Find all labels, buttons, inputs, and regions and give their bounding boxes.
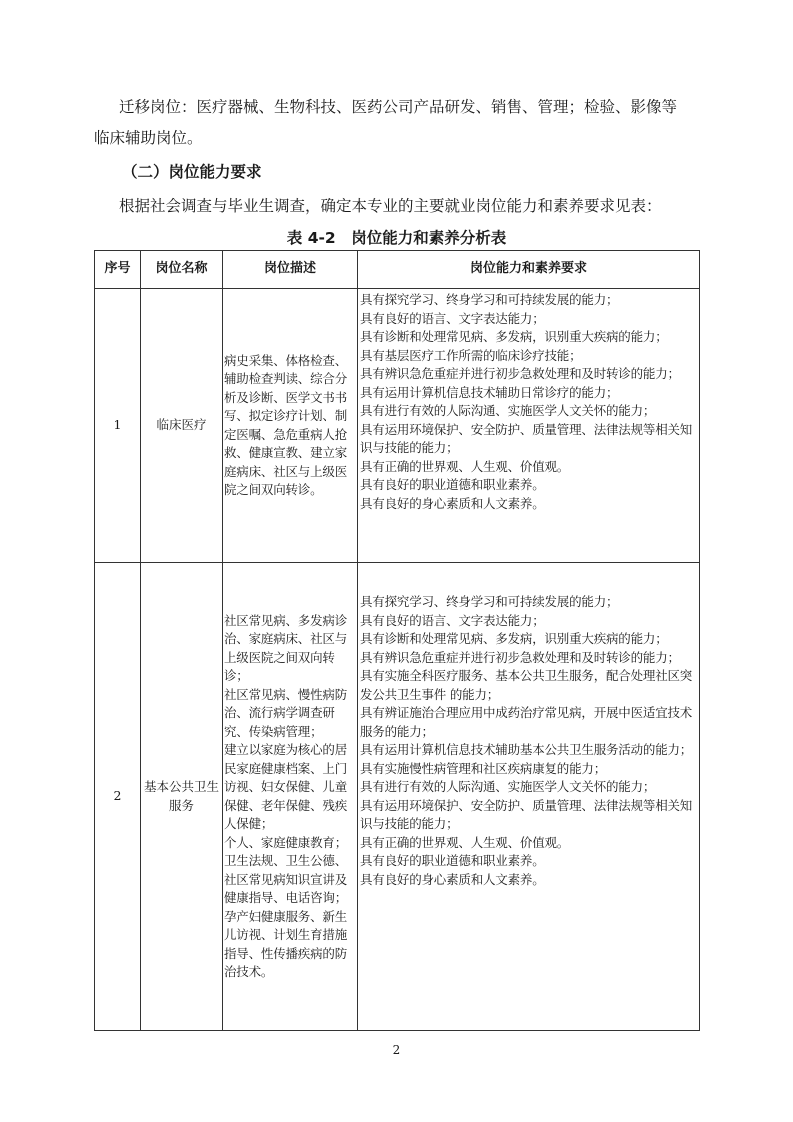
requirement-item: 具有进行有效的人际沟通、实施医学人文关怀的能力； xyxy=(360,779,656,794)
requirement-item: 具有辨识急危重症并进行初步急救处理和及时转诊的能力； xyxy=(360,366,680,381)
header-requirements: 岗位能力和素养要求 xyxy=(358,251,700,289)
table-row xyxy=(95,289,700,563)
requirements-cell xyxy=(358,289,700,563)
table-caption: 表 4-2 岗位能力和素养分析表 xyxy=(286,229,507,247)
competency-table xyxy=(94,250,700,1031)
requirement-item: 具有运用环境保护、安全防护、质量管理、法律法规等相关知识与技能的能力； xyxy=(360,421,693,455)
section-heading: （二）岗位能力要求 xyxy=(122,163,262,181)
table-row xyxy=(95,563,700,1031)
description-item: 建立以家庭为核心的居民家庭健康档案、上门访视、妇女保健、儿童保健、老年保健、残疾人保健； xyxy=(224,742,348,831)
requirement-item: 具有正确的世界观、人生观、价值观。 xyxy=(360,834,570,850)
requirement-item: 具有良好的语言、文字表达能力； xyxy=(360,612,545,628)
requirement-item: 具有运用计算机信息技术辅助基本公共卫生服务活动的能力； xyxy=(360,742,693,757)
requirement-item: 具有辨识急危重症并进行初步急救处理和及时转诊的能力； xyxy=(360,649,680,665)
position-name: 基本公共卫生服务 xyxy=(141,563,223,1031)
position-name: 临床医疗 xyxy=(141,289,223,563)
requirement-item: 具有实施慢性病管理和社区疾病康复的能力； xyxy=(360,760,607,776)
requirements-cell xyxy=(358,563,700,1031)
requirement-item: 具有实施全科医疗服务、基本公共卫生服务，配合处理社区突发公共卫生事件 的能力； xyxy=(360,668,693,702)
header-no: 序号 xyxy=(95,251,141,289)
description-item: 卫生法规、卫生公德、社区常见病知识宣讲及健康指导、电话咨询； xyxy=(224,853,348,905)
description-item: 社区常见病、多发病诊治、家庭病床、社区与上级医院之间双向转诊； xyxy=(224,612,348,683)
requirement-item: 具有运用计算机信息技术辅助日常诊疗的能力； xyxy=(360,384,619,400)
requirement-item: 具有诊断和处理常见病、多发病，识别重大疾病的能力； xyxy=(360,329,668,344)
position-description xyxy=(223,289,358,563)
header-position-description: 岗位描述 xyxy=(223,251,358,289)
description-item: 病史采集、体格检查、辅助检查判读、综合分析及诊断、医学文书书写、拟定诊疗计划、制定医嘱、急危重病人抢救、健康宣教、建立家庭病床、社区与上级医院之间双向转诊。 xyxy=(224,352,348,497)
requirement-item: 具有良好的职业道德和职业素养。 xyxy=(360,477,545,492)
description-item: 社区常见病、慢性病防治、流行病学调查研究、传染病管理； xyxy=(224,686,348,739)
requirement-item: 具有探究学习、终身学习和可持续发展的能力； xyxy=(360,594,619,609)
page-number: 2 xyxy=(392,1043,401,1057)
intro-paragraph: 根据社会调查与毕业生调查，确定本专业的主要就业岗位能力和素养要求见表： xyxy=(119,197,662,215)
requirement-item: 具有运用环境保护、安全防护、质量管理、法律法规等相关知识与技能的能力； xyxy=(360,797,693,831)
requirement-item: 具有进行有效的人际沟通、实施医学人文关怀的能力； xyxy=(360,403,656,418)
row-number: 1 xyxy=(95,289,141,563)
requirement-item: 具有正确的世界观、人生观、价值观。 xyxy=(360,458,570,474)
transfer-positions-line2: 临床辅助岗位。 xyxy=(94,129,203,147)
requirement-item: 具有诊断和处理常见病、多发病，识别重大疾病的能力； xyxy=(360,631,668,646)
position-description xyxy=(223,563,358,1031)
table-header-row xyxy=(95,251,700,289)
requirement-item: 具有良好的语言、文字表达能力； xyxy=(360,310,545,326)
transfer-positions-line1: 迁移岗位：医疗器械、生物科技、医药公司产品研发、销售、管理；检验、影像等 xyxy=(119,98,678,116)
requirement-item: 具有基层医疗工作所需的临床诊疗技能； xyxy=(360,347,582,363)
requirement-item: 具有良好的职业道德和职业素养。 xyxy=(360,853,545,868)
row-number: 2 xyxy=(95,563,141,1031)
description-item: 孕产妇健康服务、新生儿访视、计划生育措施指导、性传播疾病的防治技术。 xyxy=(224,908,348,979)
requirement-item: 具有辨证施治合理应用中成药治疗常见病，开展中医适宜技术服务的能力； xyxy=(360,705,693,739)
requirement-item: 具有良好的身心素质和人文素养。 xyxy=(360,495,545,511)
header-position-name: 岗位名称 xyxy=(141,251,223,289)
description-item: 个人、家庭健康教育； xyxy=(224,834,348,850)
requirement-item: 具有良好的身心素质和人文素养。 xyxy=(360,871,545,887)
requirement-item: 具有探究学习、终身学习和可持续发展的能力； xyxy=(360,292,619,307)
